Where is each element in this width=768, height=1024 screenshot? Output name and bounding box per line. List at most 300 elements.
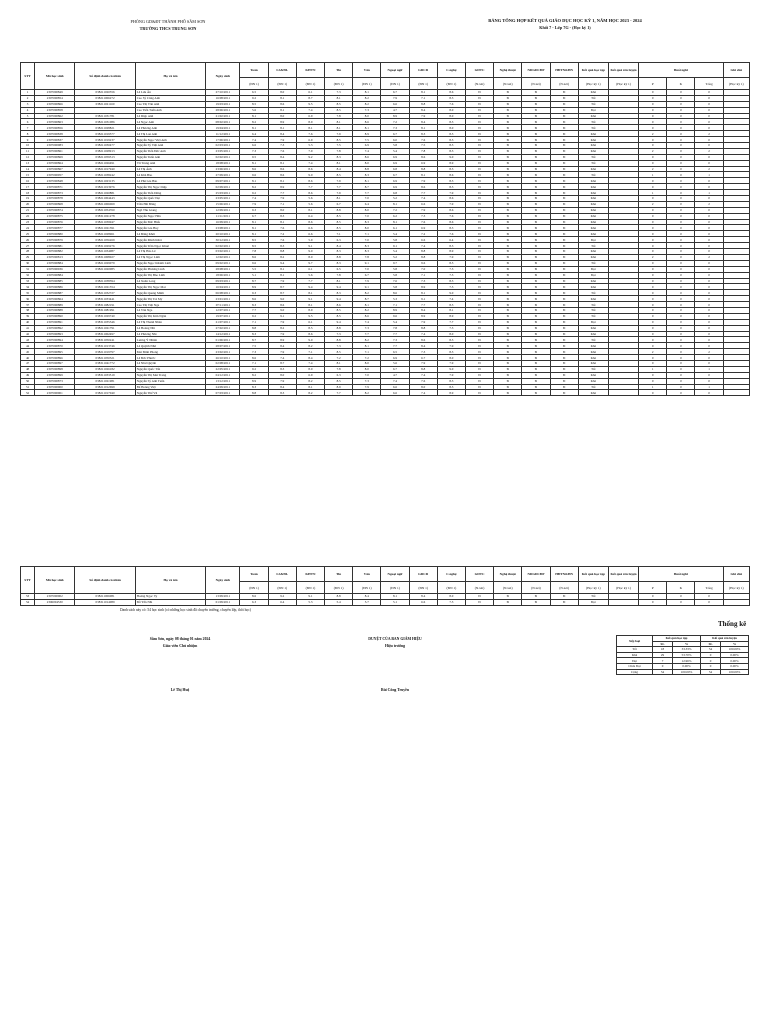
table-cell: Tốt — [578, 125, 608, 131]
table-cell: 2307000867 — [35, 166, 75, 172]
table-cell: 0 — [695, 272, 723, 278]
table-cell: 8.6 — [296, 190, 324, 196]
table-cell: 8.8 — [409, 166, 437, 172]
table-cell: Cao Tiến Tuấn Anh — [135, 107, 205, 113]
table-cell: 8.5 — [325, 219, 353, 225]
table-cell — [608, 599, 638, 605]
table-cell: 0 — [695, 302, 723, 308]
table-cell: 8.6 — [409, 154, 437, 160]
table-cell: 0 — [639, 272, 667, 278]
table-cell: 8.6 — [353, 119, 381, 125]
table-cell: Đ — [494, 131, 522, 137]
table-cell: 8.2 — [268, 254, 296, 260]
table-cell: 8.3 — [353, 243, 381, 249]
table-cell: Khá — [578, 113, 608, 119]
board-title: DUYỆT CỦA BAN GIÁM HIỆU — [368, 637, 422, 641]
table-cell: 8.3 — [437, 143, 465, 149]
table-cell: 8.3 — [437, 178, 465, 184]
table-cell: 2307000871 — [35, 184, 75, 190]
table-cell: 7.9 — [437, 343, 465, 349]
table-cell: 038211012699 — [75, 384, 135, 390]
table-cell: Đ — [550, 290, 578, 296]
table-cell: 23 — [21, 219, 35, 225]
table-cell: 2307000837 — [35, 137, 75, 143]
table-cell: Đ — [550, 384, 578, 390]
subject-header-gdtc: GDTC — [465, 567, 493, 582]
table-cell: 7.1 — [409, 95, 437, 101]
table-cell: Lê Vân Nga — [135, 307, 205, 313]
table-cell: Đ — [522, 284, 550, 290]
table-cell: 2307000890 — [35, 313, 75, 319]
table-cell: 6.6 — [296, 231, 324, 237]
table-cell: 2307000897 — [35, 360, 75, 366]
table-cell: Đ — [550, 284, 578, 290]
table-cell: 7.9 — [353, 278, 381, 284]
table-cell: 8.9 — [381, 113, 409, 119]
table-cell: 0 — [639, 137, 667, 143]
table-cell: 8.3 — [409, 131, 437, 137]
table-cell: 9.4 — [296, 284, 324, 290]
table-cell: 038311029276 — [75, 243, 135, 249]
table-cell: 038211006081 — [75, 594, 135, 600]
table-cell: 8.1 — [325, 278, 353, 284]
table-cell: Đ — [522, 355, 550, 361]
table-cell: Khá — [578, 331, 608, 337]
table-cell: 0 — [639, 231, 667, 237]
table-cell: Đ — [494, 307, 522, 313]
table-cell: Đ — [465, 113, 493, 119]
table-cell: 8.3 — [268, 213, 296, 219]
table-cell: 03/02/2011 — [206, 249, 240, 255]
table-cell: Đ — [465, 213, 493, 219]
table-cell: 5.1 — [381, 599, 409, 605]
table-cell: 0 — [695, 243, 723, 249]
table-cell: 8.5 — [325, 172, 353, 178]
table-cell: 0 — [695, 107, 723, 113]
table-cell: 8.1 — [437, 307, 465, 313]
table-cell: 038211020356 — [75, 90, 135, 96]
table-cell: Đ — [465, 125, 493, 131]
table-cell: Đ — [550, 148, 578, 154]
table-cell: 9.0 — [268, 307, 296, 313]
table-cell: 9.2 — [296, 154, 324, 160]
table-cell: 8.6 — [353, 313, 381, 319]
table-cell: Đ — [550, 378, 578, 384]
table-cell: 02/09/2011 — [206, 184, 240, 190]
table-cell: 7.1 — [409, 272, 437, 278]
table-cell: 8.5 — [240, 101, 268, 107]
table-cell: Lê Thị Lan Anh — [135, 131, 205, 137]
table-cell: 8.2 — [296, 390, 324, 396]
table-cell: 8.1 — [240, 178, 268, 184]
table-cell: 0 — [695, 225, 723, 231]
subject-subheader: (N.xét) — [465, 78, 493, 90]
table-cell: 0 — [695, 260, 723, 266]
table-cell: 7.1 — [353, 349, 381, 355]
table-cell: Đ — [465, 319, 493, 325]
table-cell: Tốt — [578, 290, 608, 296]
table-cell: 7.0 — [353, 196, 381, 202]
table-cell: Lê Quỳnh Như — [135, 343, 205, 349]
table-cell: Đ — [494, 190, 522, 196]
table-cell: Đ — [494, 599, 522, 605]
table-cell: 22 — [21, 213, 35, 219]
table-cell: 7.6 — [381, 278, 409, 284]
table-cell: 9.0 — [437, 154, 465, 160]
table-cell: 49 — [21, 372, 35, 378]
table-cell: 9.4 — [325, 296, 353, 302]
table-cell: Đ — [550, 201, 578, 207]
table-cell: 16 — [21, 178, 35, 184]
table-cell: Đ — [465, 302, 493, 308]
table-cell: Lương Ý Nhiên — [135, 337, 205, 343]
table-cell: 7.8 — [409, 148, 437, 154]
table-cell: 7.7 — [268, 190, 296, 196]
table-cell: Đ — [522, 390, 550, 396]
table-cell: Đ — [465, 148, 493, 154]
table-cell: Khá — [578, 137, 608, 143]
table-cell: Khá — [578, 343, 608, 349]
subject-header-hdtn: NDGDCĐP — [522, 567, 550, 582]
table-cell: 14 — [21, 166, 35, 172]
table-cell: 7.9 — [268, 278, 296, 284]
table-cell: 2307000895 — [35, 349, 75, 355]
stats-cell: 0.00% — [673, 663, 701, 669]
table-cell: 6.6 — [381, 390, 409, 396]
table-cell: 8.2 — [240, 119, 268, 125]
table-cell: Khá — [578, 372, 608, 378]
table-cell: 9.1 — [296, 594, 324, 600]
table-cell: 8.3 — [437, 278, 465, 284]
subject-header-van: Văn — [353, 567, 381, 582]
table-cell: Đ — [494, 384, 522, 390]
table-cell: Đ — [465, 243, 493, 249]
table-cell: 0 — [667, 125, 695, 131]
table-cell: Đ — [522, 125, 550, 131]
table-cell: 7.3 — [353, 107, 381, 113]
table-cell: Đ — [550, 249, 578, 255]
table-cell: Khá — [578, 131, 608, 137]
subject-header-toan: Toán — [240, 567, 268, 582]
table-cell: 7.2 — [381, 119, 409, 125]
table-cell: 8.0 — [268, 113, 296, 119]
subject-header-lsdl: LS&ĐL — [268, 63, 296, 78]
table-cell: 0 — [639, 160, 667, 166]
subject-header-nt: Nghệ thuật — [494, 567, 522, 582]
table-cell: 0 — [639, 266, 667, 272]
table-cell: 8.6 — [437, 207, 465, 213]
table-cell: Nguyễn Thị Ngọc Diệp — [135, 184, 205, 190]
subject-subheader: (ĐN 1) — [353, 78, 381, 90]
table-cell: Khá — [578, 184, 608, 190]
table-cell: Tốt — [578, 260, 608, 266]
table-cell: 0 — [639, 360, 667, 366]
table-cell: Tốt — [578, 101, 608, 107]
table-cell: 8.1 — [240, 219, 268, 225]
table-cell: 7.1 — [325, 231, 353, 237]
table-cell: 8.6 — [268, 172, 296, 178]
table-cell: Trần Hải Đăng — [135, 201, 205, 207]
table-cell: 9.7 — [296, 260, 324, 266]
table-cell: 7.9 — [268, 349, 296, 355]
teacher-title: Giáo viên Chủ nhiệm — [162, 644, 198, 648]
table-cell: Khá — [578, 196, 608, 202]
table-cell: 6.9 — [296, 137, 324, 143]
table-cell: 9.5 — [240, 154, 268, 160]
table-cell: 7.5 — [240, 343, 268, 349]
table-cell: Đ — [522, 254, 550, 260]
table-cell: 02/02/2011 — [206, 243, 240, 249]
table-cell: 038211028913 — [75, 148, 135, 154]
subject-header-hdtnhn: HĐTN&HN — [550, 567, 578, 582]
table-cell: 24/09/2011 — [206, 384, 240, 390]
table-cell: 0 — [695, 213, 723, 219]
table-cell: Lê Phú Gia Bảo — [135, 178, 205, 184]
table-cell: Đ — [522, 594, 550, 600]
table-cell: 7.3 — [268, 143, 296, 149]
table-cell: 8.5 — [325, 225, 353, 231]
table-cell: Đ — [465, 325, 493, 331]
table-cell: Đ — [522, 119, 550, 125]
stats-sl-header: SL — [653, 641, 673, 647]
table-cell: 8.3 — [437, 378, 465, 384]
table-cell: 8.5 — [325, 213, 353, 219]
table-cell: 09/03/2011 — [206, 278, 240, 284]
stats-cell: 100.00% — [673, 669, 701, 675]
table-row — [21, 390, 750, 396]
table-cell: 2 — [639, 166, 667, 172]
table-cell: 2307000856 — [35, 125, 75, 131]
table-cell: 038211038394 — [75, 278, 135, 284]
table-cell: 2307000893 — [35, 331, 75, 337]
table-cell: Đ — [550, 166, 578, 172]
stats-row — [617, 647, 749, 653]
table-cell: Đ — [522, 349, 550, 355]
table-cell: 8.1 — [268, 266, 296, 272]
table-cell: 038211021391 — [75, 225, 135, 231]
table-cell: 8.2 — [353, 307, 381, 313]
table-cell: 29 — [21, 254, 35, 260]
table-cell: 32 — [21, 272, 35, 278]
table-cell: 7.7 — [296, 184, 324, 190]
table-cell: 44 — [21, 343, 35, 349]
table-cell: 6.7 — [381, 90, 409, 96]
table-cell: 6.6 — [296, 225, 324, 231]
table-cell: 038211021354 — [75, 284, 135, 290]
table-cell: 0 — [695, 119, 723, 125]
table-cell: Đ — [494, 137, 522, 143]
table-cell: 7.6 — [409, 378, 437, 384]
table-cell: Tốt — [578, 366, 608, 372]
table-cell: Đ — [494, 201, 522, 207]
subject-subheader: (N.xét) — [465, 582, 493, 594]
table-cell: 7.9 — [268, 196, 296, 202]
table-cell: 7.8 — [325, 113, 353, 119]
table-cell: Đ — [465, 313, 493, 319]
table-cell: 0 — [667, 148, 695, 154]
personal-id-header: Số định danh cá nhân — [75, 63, 135, 90]
table-cell: 6.1 — [296, 266, 324, 272]
table-cell: Đ — [465, 201, 493, 207]
table-cell: Đ — [494, 284, 522, 290]
subject-header-kqht: Kết quả học tập — [578, 63, 608, 78]
table-cell: Đ — [494, 331, 522, 337]
table-cell: 8.1 — [268, 219, 296, 225]
table-cell: 1 — [639, 366, 667, 372]
table-cell: 9.1 — [353, 260, 381, 266]
table-cell: Tốt — [578, 307, 608, 313]
table-cell: 0 — [667, 160, 695, 166]
table-cell: 0 — [667, 284, 695, 290]
table-cell: Đ — [550, 278, 578, 284]
stats-title: Thống kê — [718, 620, 747, 628]
table-cell: 038311033519 — [75, 372, 135, 378]
table-cell: 38 — [21, 307, 35, 313]
table-cell: 8.5 — [325, 137, 353, 143]
table-cell: 8.9 — [437, 313, 465, 319]
table-cell: 8.3 — [437, 131, 465, 137]
table-cell: 0 — [639, 278, 667, 284]
table-cell: 038311013746 — [75, 343, 135, 349]
table-cell: 36 — [21, 296, 35, 302]
table-cell: Đ — [522, 166, 550, 172]
table-cell: Đ — [550, 90, 578, 96]
table-cell: 7.3 — [409, 213, 437, 219]
table-cell: 5 — [21, 113, 35, 119]
table-cell: 2307000898 — [35, 366, 75, 372]
table-cell: 8.7 — [240, 337, 268, 343]
table-cell: Đ — [550, 172, 578, 178]
table-cell: Đ — [550, 349, 578, 355]
table-cell: 02/03/2011 — [206, 143, 240, 149]
table-cell: 6.6 — [409, 237, 437, 243]
table-cell: Đ — [550, 296, 578, 302]
table-cell: 0 — [695, 184, 723, 190]
table-cell: Đ — [522, 260, 550, 266]
table-cell: Đ — [550, 178, 578, 184]
table-cell: 2307000884 — [35, 272, 75, 278]
table-cell: 038211021791 — [75, 325, 135, 331]
table-cell: 39 — [21, 313, 35, 319]
table-cell: 0 — [639, 325, 667, 331]
table-cell: 12/02/2011 — [206, 254, 240, 260]
table-cell: 2307000881 — [35, 243, 75, 249]
table-cell: 7.3 — [437, 272, 465, 278]
table-cell: 7.4 — [296, 160, 324, 166]
table-cell: 11/12/2011 — [206, 131, 240, 137]
table-cell: 6.4 — [240, 131, 268, 137]
table-cell: 0 — [695, 219, 723, 225]
table-cell: 8.6 — [325, 302, 353, 308]
table-cell: Đ — [494, 101, 522, 107]
table-cell: 1 — [695, 172, 723, 178]
table-cell: 6.6 — [381, 384, 409, 390]
note-header: Ghi chú — [723, 63, 749, 78]
table-cell: 8.6 — [240, 594, 268, 600]
table-cell: 7.3 — [325, 90, 353, 96]
table-cell: Đ — [494, 349, 522, 355]
table-cell: 038311008027 — [75, 254, 135, 260]
table-cell: 0 — [695, 331, 723, 337]
table-cell: Đ — [465, 284, 493, 290]
table-cell: Đ — [494, 372, 522, 378]
table-cell: 40 — [21, 319, 35, 325]
table-cell: 1 — [21, 90, 35, 96]
table-cell: 2307000902 — [35, 594, 75, 600]
table-cell: 8.1 — [268, 160, 296, 166]
table-cell: 7.9 — [409, 178, 437, 184]
table-cell: Đ — [465, 272, 493, 278]
table-cell: Đ — [465, 225, 493, 231]
table-cell: 21 — [21, 207, 35, 213]
table-cell: 7.9 — [409, 360, 437, 366]
table-cell: 2307000873 — [35, 190, 75, 196]
table-cell: 7.1 — [240, 360, 268, 366]
table-cell: 8.8 — [268, 249, 296, 255]
table-cell: Khá — [578, 178, 608, 184]
table-cell: 038211017940 — [75, 166, 135, 172]
table-cell: Đ — [465, 219, 493, 225]
table-cell: Đạt — [578, 319, 608, 325]
table-cell: Đ — [550, 243, 578, 249]
table-cell: 038311002497 — [75, 331, 135, 337]
subject-subheader: (ĐN 1) — [268, 582, 296, 594]
table-cell: 8.4 — [353, 594, 381, 600]
table-cell: 8.7 — [240, 278, 268, 284]
grades-table — [20, 62, 750, 396]
table-cell: 8.4 — [409, 119, 437, 125]
subject-header-nn: Ngoại ngữ — [381, 567, 409, 582]
table-cell: 8.6 — [268, 166, 296, 172]
table-cell: 2307000863 — [35, 119, 75, 125]
table-cell: 8.6 — [409, 337, 437, 343]
table-cell: 8.3 — [437, 260, 465, 266]
table-cell: Ngô Thu Giang — [135, 207, 205, 213]
table-cell: 8.6 — [353, 154, 381, 160]
table-cell: 7.9 — [325, 178, 353, 184]
class-note: Danh sách này có: 54 học sinh (có những học sinh đã chuyển trường, chuyển lớp, thôi học) — [120, 608, 251, 612]
table-cell: 8.0 — [437, 125, 465, 131]
table-cell: 2307000874 — [35, 207, 75, 213]
table-cell: 9.6 — [240, 260, 268, 266]
table-cell: 8.7 — [296, 95, 324, 101]
table-cell: 5.6 — [296, 196, 324, 202]
table-cell: 0 — [667, 319, 695, 325]
table-cell: 14/12/2011 — [206, 331, 240, 337]
table-cell: 8.1 — [353, 178, 381, 184]
table-cell: 8.8 — [409, 101, 437, 107]
table-cell: 0 — [695, 378, 723, 384]
table-cell: 0 — [639, 249, 667, 255]
table-cell: 8.1 — [325, 160, 353, 166]
table-cell: 038211019797 — [75, 349, 135, 355]
table-cell: Khá — [578, 254, 608, 260]
table-cell: 8.2 — [353, 290, 381, 296]
table-cell: Đ — [465, 137, 493, 143]
table-cell: 8.8 — [353, 166, 381, 172]
table-cell: Đ — [465, 384, 493, 390]
stt-header: STT — [21, 63, 35, 90]
table-cell: 7.1 — [296, 349, 324, 355]
table-cell: 0 — [695, 237, 723, 243]
table-cell: 0 — [639, 302, 667, 308]
table-cell: 16/08/2011 — [206, 95, 240, 101]
table-cell: Đ — [550, 219, 578, 225]
table-cell: Đ — [494, 166, 522, 172]
table-cell: 0 — [639, 196, 667, 202]
table-cell: 7.1 — [240, 319, 268, 325]
table-cell: Đ — [522, 319, 550, 325]
